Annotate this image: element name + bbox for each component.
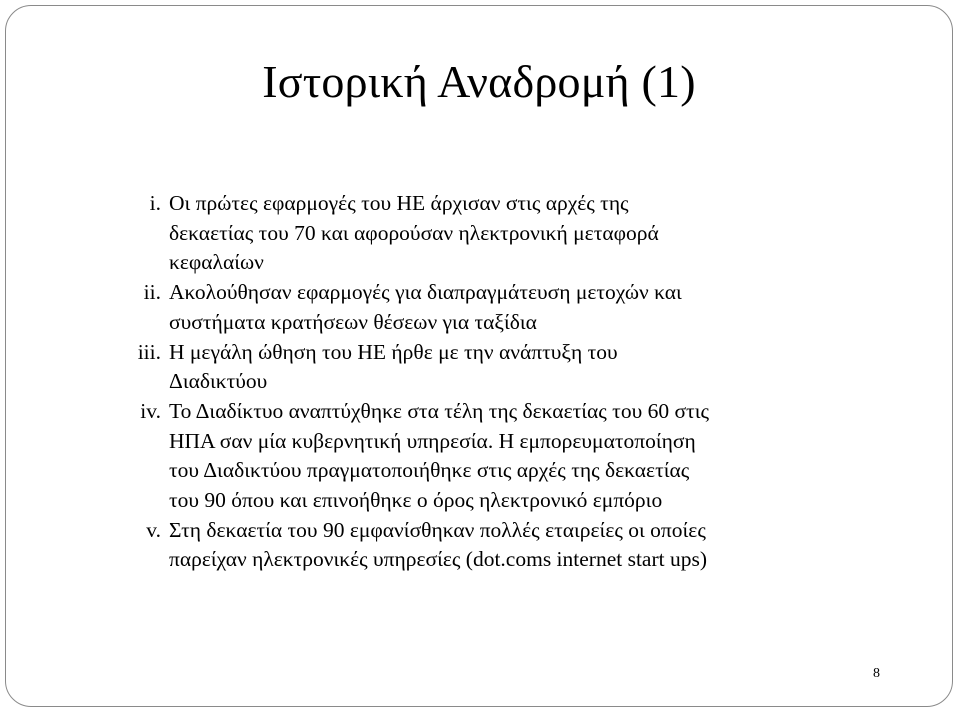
list-item-number: i. — [149, 191, 161, 215]
list-item-v — [101, 516, 861, 575]
list-item-line: Ακολούθησαν εφαρμογές για διαπραγμάτευση μετοχών και — [169, 280, 682, 305]
list-item-line: συστήματα κρατήσεων θέσεων για ταξίδια — [169, 309, 537, 334]
list-item-iv — [101, 397, 861, 516]
page-number: 8 — [873, 666, 880, 681]
list-item-line: Στη δεκαετία του 90 εμφανίσθηκαν πολλές εταιρείες οι οποίες — [169, 517, 706, 542]
list-item-number: v. — [146, 517, 161, 542]
slide-title: Ιστορική Αναδρομή (1) — [262, 56, 696, 107]
list-item-number: iii. — [137, 339, 161, 364]
list-item-iii — [101, 338, 861, 397]
slide-frame — [5, 5, 953, 707]
list-item-line: δεκαετίας του 70 και αφορούσαν ηλεκτρονική μεταφορά — [169, 220, 659, 245]
list-item-line: του 90 όπου και επινοήθηκε ο όρος ηλεκτρονικό εμπόριο — [169, 488, 663, 513]
list-item-line: ΗΠΑ σαν μία κυβερνητική υπηρεσία. Η εμπορευματοποίηση — [169, 428, 696, 453]
list-item-line: Το Διαδίκτυο αναπτύχθηκε στα τέλη της δεκαετίας του 60 στις — [169, 398, 709, 423]
list-item-line: Οι πρώτες εφαρμογές του ΗΕ άρχισαν στις αρχές της — [169, 191, 629, 215]
list-item-line: του Διαδικτύου πραγματοποιήθηκε στις αρχές της δεκαετίας — [169, 458, 690, 483]
list-item-line: Διαδικτύου — [169, 369, 268, 394]
list-item-line: παρείχαν ηλεκτρονικές υπηρεσίες (dot.coms internet start ups) — [169, 547, 708, 572]
list-item-number: ii. — [143, 280, 161, 305]
list-item-number: iv. — [140, 398, 161, 423]
list-item-ii — [101, 278, 861, 337]
list-item-line: Η μεγάλη ώθηση του ΗΕ ήρθε με την ανάπτυξη του — [169, 339, 618, 364]
list-item-i — [101, 189, 861, 278]
list-item-line: κεφαλαίων — [169, 250, 264, 275]
history-list — [101, 189, 861, 575]
